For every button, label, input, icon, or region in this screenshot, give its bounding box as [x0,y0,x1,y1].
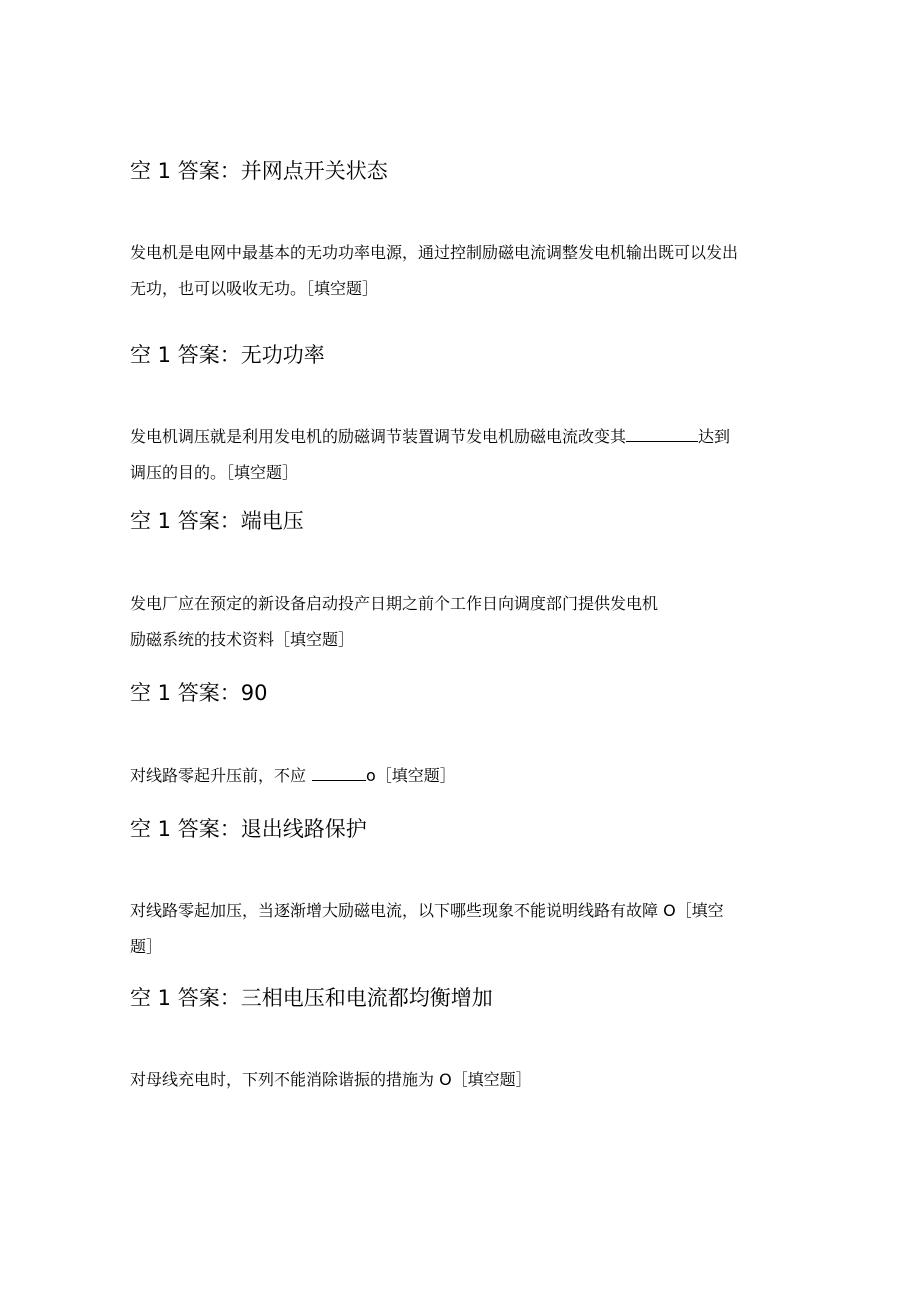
answer-blank [312,766,366,781]
question-line [130,763,456,786]
question-line: 调压的目的。［填空题］ [130,463,299,482]
answer-line: 空 1 答案：退出线路保护 [130,817,367,841]
answer-line: 空 1 答案：并网点开关状态 [130,159,388,183]
answer-line: 空 1 答案：90 [130,681,268,705]
answer-line: 空 1 答案：端电压 [130,509,304,533]
question-text: 发电机调压就是利用发电机的励磁调节装置调节发电机励磁电流改变其 [130,427,627,446]
question-line: 励磁系统的技术资料［填空题］ [130,630,355,649]
question-line: 对母线充电时，下列不能消除谐振的措施为 O［填空题］ [130,1070,532,1089]
question-line: 题］ [130,937,163,956]
answer-blank [626,427,698,442]
question-line [130,424,730,447]
answer-line: 空 1 答案：三相电压和电流都均衡增加 [130,986,493,1010]
answer-line: 空 1 答案：无功功率 [130,343,325,367]
question-line: 发电机是电网中最基本的无功功率电源，通过控制励磁电流调整发电机输出既可以发出 [130,243,739,262]
question-text: 对线路零起升压前，不应 [130,766,307,785]
question-line: 无功，也可以吸收无功。［填空题］ [130,279,379,298]
question-line: 发电厂应在预定的新设备启动投产日期之前个工作日向调度部门提供发电机 [130,594,659,613]
question-text: 达到 [698,427,731,446]
question-text: o［填空题］ [366,766,456,785]
question-line: 对线路零起加压，当逐渐增大励磁电流，以下哪些现象不能说明线路有故障 O［填空 [130,901,724,920]
